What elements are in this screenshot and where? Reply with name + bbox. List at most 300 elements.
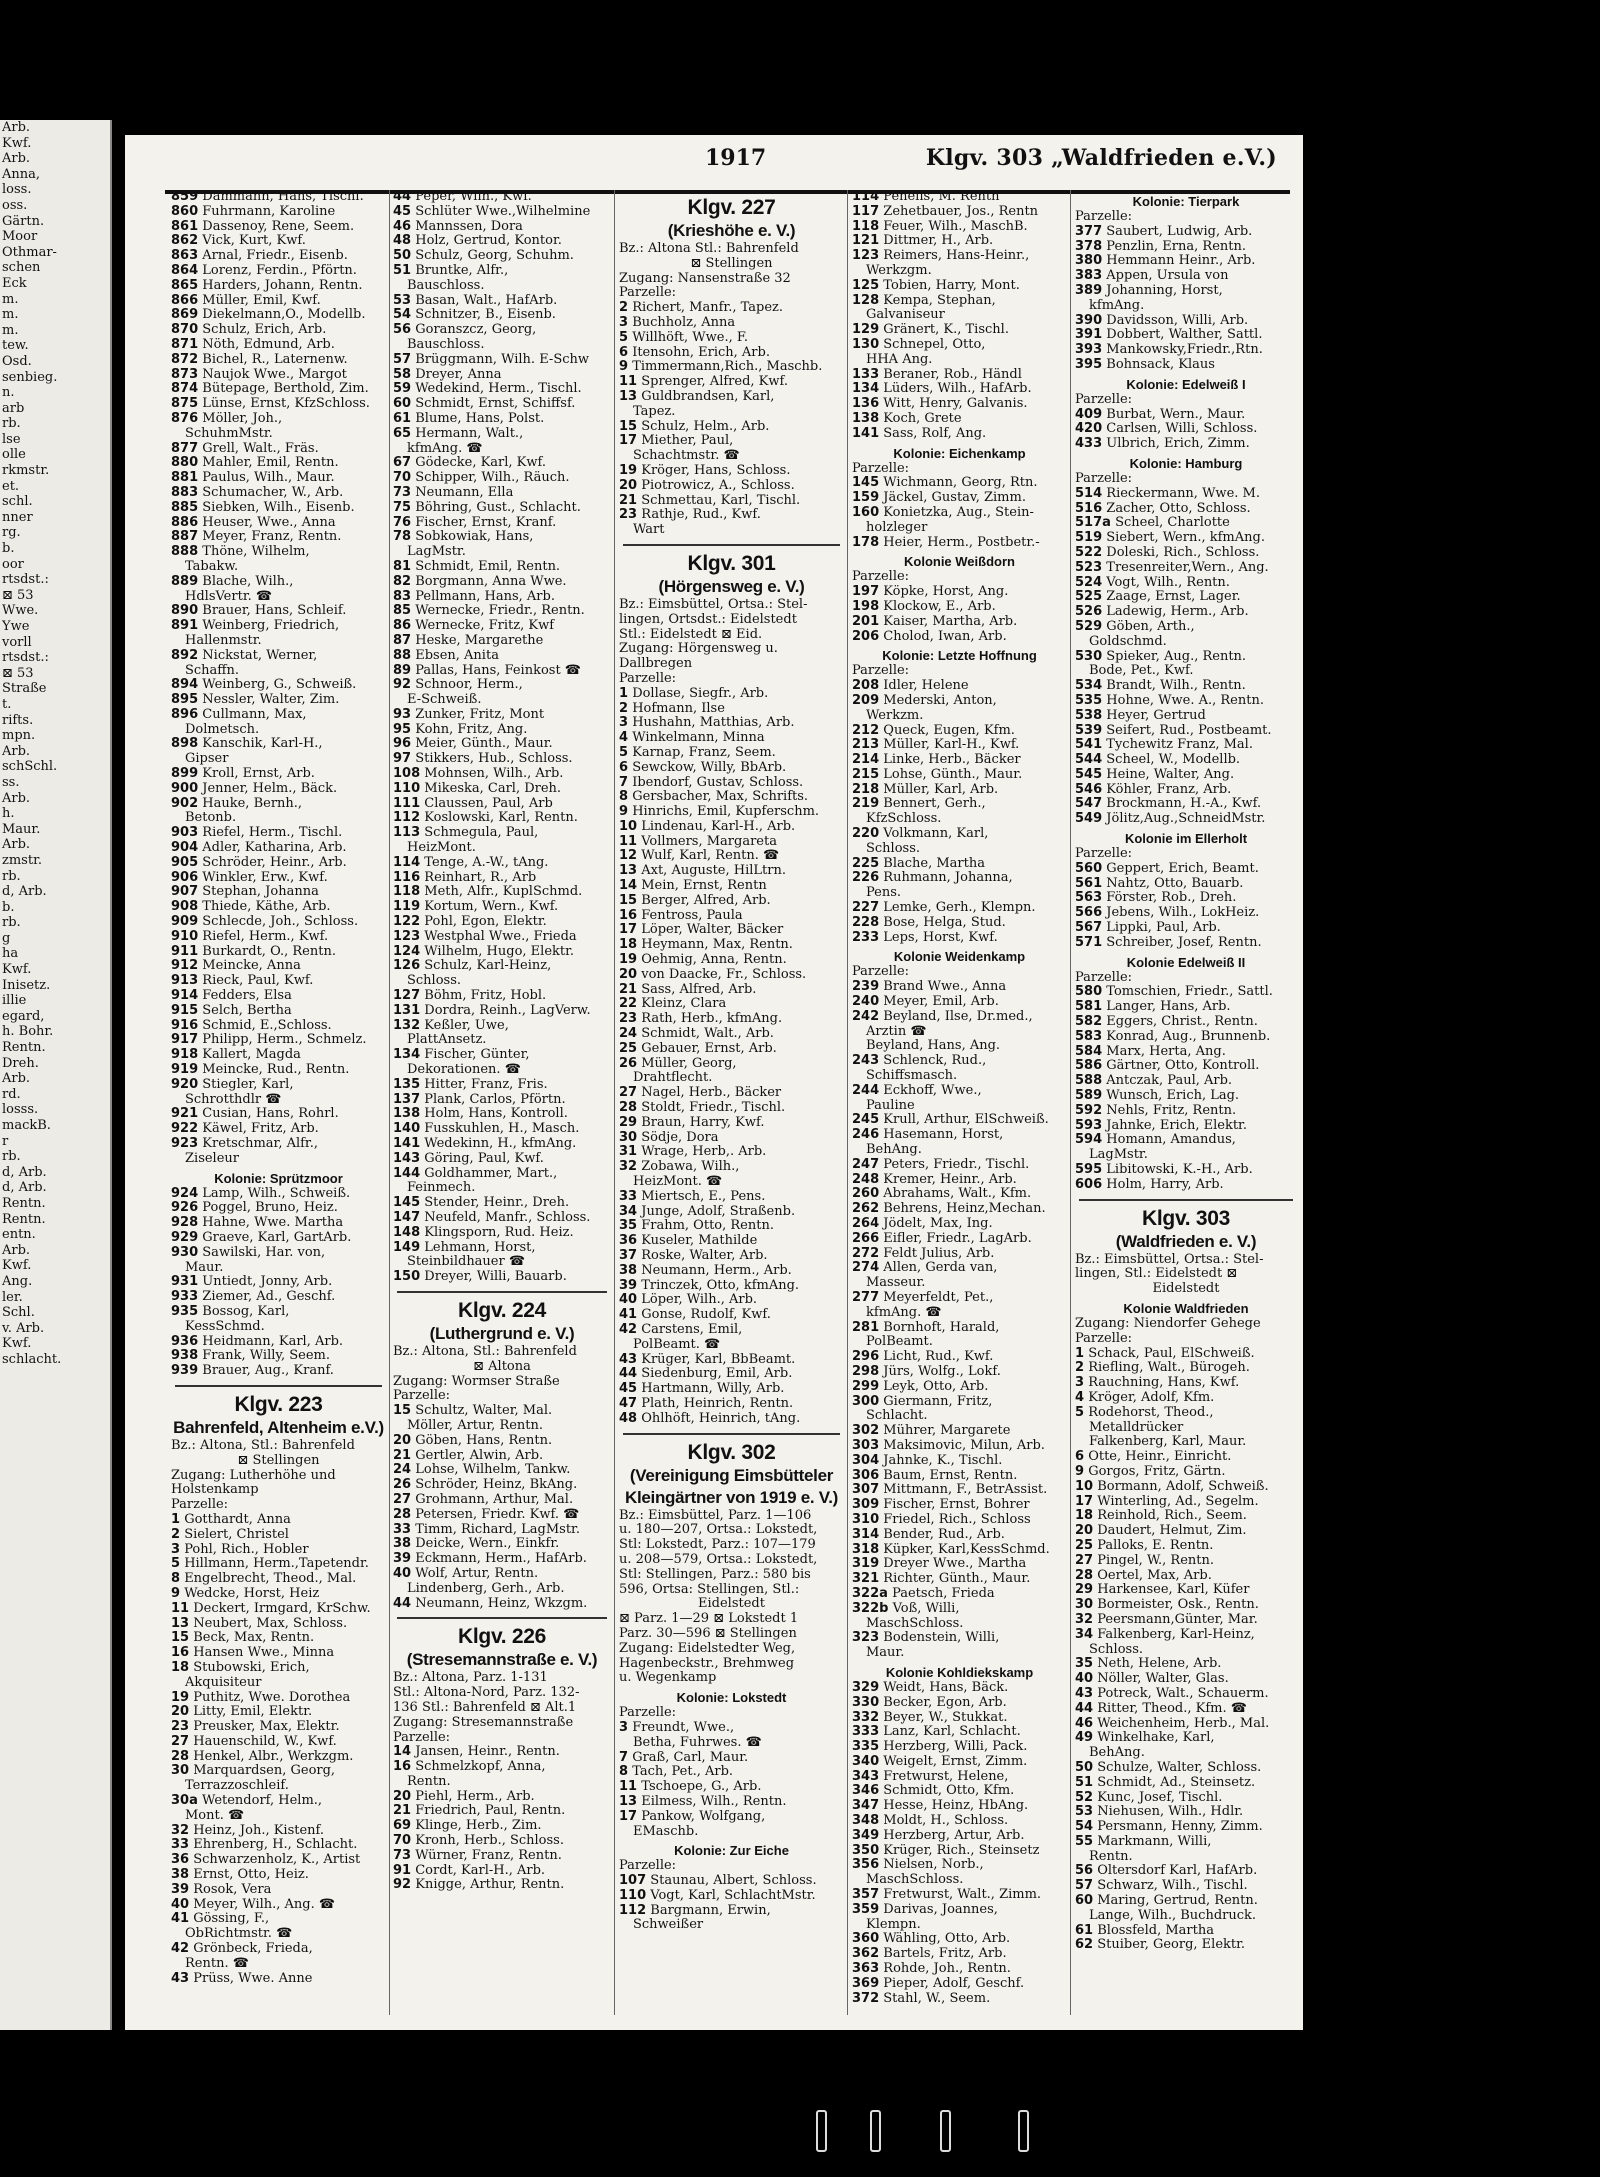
- list-item: [852, 1681, 1067, 1696]
- plot-number: 30: [619, 1130, 638, 1145]
- plot-number: 19: [171, 1690, 190, 1705]
- previous-page-fragment: ⊠ 53: [2, 665, 34, 681]
- list-item: [393, 811, 611, 826]
- previous-page-fragment: tew.: [2, 338, 29, 354]
- tenant-entry: Poggel, Bruno, Heiz.: [202, 1201, 338, 1216]
- list-item: [393, 456, 611, 471]
- plot-number: 97: [393, 752, 412, 767]
- tenant-entry: Rath, Herb., kfmAng.: [641, 1012, 783, 1027]
- list-item: [619, 1042, 844, 1057]
- plot-number: 20: [619, 967, 638, 982]
- tenant-entry: Siedenburg, Emil, Arb.: [641, 1367, 793, 1382]
- list-item: [393, 1137, 611, 1152]
- tenant-entry: Jenner, Helm., Bäck.: [202, 781, 338, 796]
- list-item: [171, 1048, 386, 1063]
- tenant-entry: Carstens, Emil,: [641, 1322, 743, 1337]
- tenant-entry: Dittmer, H., Arb.: [883, 234, 994, 249]
- tenant-entry: Heier, Herm., Postbetr.-: [883, 535, 1040, 550]
- list-item: [393, 338, 611, 353]
- list-item: [619, 731, 844, 746]
- list-item: [171, 1033, 386, 1048]
- list-item: [393, 323, 611, 338]
- list-item: [619, 1131, 844, 1146]
- plot-number: 346: [852, 1784, 880, 1799]
- list-item: [619, 1874, 844, 1889]
- tenant-entry: Lemke, Gerh., Klempn.: [883, 901, 1036, 916]
- plot-number: 17: [619, 923, 638, 938]
- tenant-entry: LagMstr.: [1089, 1148, 1148, 1163]
- list-item: [171, 1335, 386, 1350]
- tenant-entry: Bode, Pet., Kwf.: [1089, 664, 1194, 679]
- list-item: [619, 1412, 844, 1427]
- list-item: [171, 338, 386, 353]
- tenant-entry: Harders, Johann, Rentn.: [202, 278, 363, 293]
- list-item: [852, 812, 1067, 827]
- list-item: [852, 1696, 1067, 1711]
- list-item: [1075, 1133, 1297, 1148]
- tenant-entry: Petersen, Friedr. Kwf. ☎: [415, 1507, 580, 1522]
- column-4: [852, 190, 1067, 2020]
- plot-number: 5: [171, 1557, 181, 1572]
- plot-number: 5: [1075, 1405, 1085, 1420]
- list-item: [171, 530, 386, 545]
- list-item: [171, 1646, 386, 1661]
- list-item: [171, 368, 386, 383]
- tenant-entry: LagMstr.: [407, 545, 466, 560]
- plot-number: 144: [393, 1166, 421, 1181]
- list-item: [171, 1912, 386, 1927]
- association-heading: Klgv. 226: [458, 1625, 546, 1649]
- list-item: [852, 1992, 1067, 2007]
- tenant-entry: Nagel, Herb., Bäcker: [641, 1086, 782, 1101]
- plot-number: 16: [619, 908, 638, 923]
- list-item: [1075, 891, 1297, 906]
- previous-page-fragment: rkmstr.: [2, 463, 50, 479]
- association-subheading: (Vereinigung Eimsbütteler: [629, 1465, 834, 1485]
- list-item: [393, 1107, 611, 1122]
- tenant-entry: Antczak, Paul, Arb.: [1106, 1074, 1233, 1089]
- plot-number: 54: [1075, 1820, 1094, 1835]
- plot-number: 2: [171, 1527, 181, 1542]
- list-item: [393, 590, 611, 605]
- list-item: [852, 234, 1067, 249]
- previous-page-fragment: Moor: [2, 229, 38, 245]
- tenant-entry: Riefling, Walt., Bürogeh.: [1088, 1361, 1250, 1376]
- tenant-entry: Rathje, Rud., Kwf.: [641, 508, 761, 523]
- tenant-entry: Bohnsack, Klaus: [1106, 357, 1215, 372]
- list-item: [1075, 1598, 1297, 1613]
- list-item: [1075, 1569, 1297, 1584]
- plot-number: 307: [852, 1483, 880, 1498]
- previous-page-fragment: Kwf.: [2, 962, 32, 978]
- list-item: [393, 856, 611, 871]
- list-item: [171, 1320, 386, 1335]
- list-item: [1075, 1717, 1297, 1732]
- list-item: [852, 1291, 1067, 1306]
- list-item: [1075, 1657, 1297, 1672]
- plot-number: 31: [619, 1145, 638, 1160]
- tenant-entry: Hillmann, Herm.,Tapetendr.: [184, 1557, 369, 1572]
- tenant-entry: Schloss.: [866, 841, 921, 856]
- plot-number: 244: [852, 1083, 880, 1098]
- list-item: [619, 1918, 844, 1933]
- plot-number: 28: [393, 1507, 412, 1522]
- plot-number: 225: [852, 856, 880, 871]
- list-item: [393, 1760, 611, 1775]
- plot-number: 583: [1075, 1029, 1103, 1044]
- tenant-entry: Lohse, Wilhelm, Tankw.: [415, 1463, 571, 1478]
- plot-number: 40: [171, 1897, 190, 1912]
- list-item: [619, 1721, 844, 1736]
- plot-number: 281: [852, 1320, 880, 1335]
- list-item: [171, 841, 386, 856]
- list-item: [393, 234, 611, 249]
- tenant-entry: Dordra, Reinh., LagVerw.: [424, 1003, 591, 1018]
- tenant-entry: Bormeister, Osk., Rentn.: [1097, 1598, 1259, 1613]
- tenant-entry: Hohne, Wwe. A., Rentn.: [1106, 693, 1264, 708]
- tenant-entry: Meyerfeldt, Pet.,: [883, 1290, 994, 1305]
- tenant-entry: Hitter, Franz, Fris.: [424, 1077, 548, 1092]
- plot-number: 9: [619, 360, 629, 375]
- list-item: [1075, 921, 1297, 936]
- list-item: [852, 1306, 1067, 1321]
- tenant-entry: Kuseler, Mathilde: [641, 1234, 758, 1249]
- tenant-entry: Jahnke, K., Tischl.: [883, 1453, 1003, 1468]
- list-item: [852, 220, 1067, 235]
- plot-number: 20: [393, 1789, 412, 1804]
- plot-number: 76: [393, 515, 412, 530]
- list-item: [393, 1597, 611, 1612]
- list-item: [619, 864, 844, 879]
- tenant-entry: Dassenoy, Rene, Seem.: [202, 219, 355, 234]
- list-item: [852, 294, 1067, 309]
- list-item: [1075, 576, 1297, 591]
- tenant-entry: Grell, Walt., Fräs.: [202, 441, 319, 456]
- plot-number: 359: [852, 1902, 880, 1917]
- list-item: [852, 1099, 1067, 1114]
- plot-number: 132: [393, 1018, 421, 1033]
- list-item: [171, 737, 386, 752]
- plot-number: 306: [852, 1468, 880, 1483]
- tenant-entry: Bichel, R., Laternenw.: [202, 352, 348, 367]
- plot-number: 539: [1075, 723, 1103, 738]
- tenant-entry: Wolf, Artur, Rentn.: [415, 1566, 539, 1581]
- list-item: [852, 1755, 1067, 1770]
- tenant-entry: Preusker, Max, Elektr.: [193, 1720, 340, 1735]
- info-line: ⊠ Stellingen: [690, 255, 773, 271]
- list-item: [619, 1382, 844, 1397]
- plot-number: 3: [171, 1542, 181, 1557]
- list-item: [393, 737, 611, 752]
- list-item: [619, 968, 844, 983]
- tenant-entry: Licht, Rud., Kwf.: [883, 1350, 994, 1365]
- info-line: Parzelle:: [852, 663, 910, 679]
- info-line: Stl.: Altona-Nord, Parz. 132-: [393, 1685, 580, 1701]
- colony-heading: Kolonie Kohldiekskamp: [885, 1664, 1034, 1680]
- list-item: [619, 1205, 844, 1220]
- tenant-entry: Weichenheim, Herb., Mal.: [1097, 1716, 1270, 1731]
- tenant-entry: Lanz, Karl, Schlacht.: [883, 1725, 1021, 1740]
- tenant-entry: Kempa, Stephan,: [883, 293, 996, 308]
- plot-number: 581: [1075, 1000, 1103, 1015]
- list-item: [393, 974, 611, 989]
- association-heading: Klgv. 301: [687, 551, 776, 575]
- tenant-entry: Klockow, E., Arb.: [883, 599, 996, 614]
- list-item: [619, 508, 844, 523]
- tenant-entry: Reinhold, Rich., Seem.: [1097, 1509, 1247, 1524]
- tenant-entry: Schröder, Heinr., Arb.: [202, 855, 347, 870]
- tenant-entry: Schumacher, W., Arb.: [202, 485, 344, 500]
- previous-page-fragment: schSchl.: [2, 759, 58, 775]
- tenant-entry: Brand Wwe., Anna: [883, 980, 1007, 995]
- plot-number: 28: [619, 1101, 638, 1116]
- plot-number: 11: [619, 1780, 638, 1795]
- tenant-entry: Brandt, Wilh., Rentn.: [1106, 679, 1246, 694]
- list-item: [171, 575, 386, 590]
- list-item: [1075, 1524, 1297, 1539]
- plot-number: 433: [1075, 437, 1103, 452]
- tenant-entry: Sass, Alfred, Arb.: [641, 982, 757, 997]
- plot-number: 260: [852, 1187, 880, 1202]
- plot-number: 17: [1075, 1494, 1094, 1509]
- plot-number: 20: [1075, 1524, 1094, 1539]
- plot-number: 5: [619, 745, 629, 760]
- tenant-entry: Nehls, Fritz, Rentn.: [1106, 1103, 1237, 1118]
- plot-number: 150: [393, 1270, 421, 1285]
- plot-number: 39: [619, 1278, 638, 1293]
- tenant-entry: Prüss, Wwe. Anne: [193, 1971, 313, 1986]
- tenant-entry: Riefel, Herm., Kwf.: [202, 929, 329, 944]
- info-line: Parzelle:: [852, 569, 910, 585]
- plot-number: 28: [171, 1749, 190, 1764]
- list-item: [171, 693, 386, 708]
- list-item: [393, 249, 611, 264]
- tenant-entry: Riefel, Herm., Tischl.: [202, 826, 343, 841]
- previous-page-fragment: olle: [2, 447, 26, 463]
- list-item: [1075, 1805, 1297, 1820]
- list-item: [1075, 753, 1297, 768]
- previous-page-fragment: r: [2, 1133, 9, 1149]
- list-item: [852, 1173, 1067, 1188]
- tenant-entry: Kortum, Wern., Kwf.: [424, 900, 559, 915]
- plot-number: 343: [852, 1769, 880, 1784]
- tenant-entry: Sobkowiak, Hans,: [415, 530, 534, 545]
- tenant-entry: Zaage, Ernst, Lager.: [1106, 590, 1241, 605]
- tenant-entry: Peper, Wilh., Kwf.: [415, 190, 532, 204]
- previous-page-fragment: arb: [2, 400, 25, 416]
- tenant-entry: HdlsVertr. ☎: [185, 589, 273, 604]
- plot-number: 380: [1075, 254, 1103, 269]
- plot-number: 23: [619, 508, 638, 523]
- tenant-entry: Holz, Gertrud, Kontor.: [415, 234, 562, 249]
- plot-number: 582: [1075, 1015, 1103, 1030]
- list-item: [1075, 1030, 1297, 1045]
- tenant-entry: Bruntke, Alfr.,: [415, 263, 509, 278]
- previous-page-fragment: senbieg.: [2, 369, 58, 385]
- tenant-entry: Tach, Pet., Arb.: [632, 1765, 734, 1780]
- plot-number: 909: [171, 915, 199, 930]
- tenant-entry: Moldt, H., Schloss.: [883, 1814, 1009, 1829]
- tenant-entry: Thöne, Wilhelm,: [202, 545, 310, 560]
- list-item: [393, 1033, 611, 1048]
- tenant-entry: Vogt, Karl, SchlachtMstr.: [650, 1888, 816, 1903]
- plot-number: 24: [393, 1463, 412, 1478]
- list-item: [852, 1888, 1067, 1903]
- tenant-entry: Burbat, Wern., Maur.: [1106, 407, 1246, 422]
- list-item: [1075, 284, 1297, 299]
- list-item: [619, 938, 844, 953]
- previous-page-fragment: n.: [2, 385, 15, 401]
- list-item: [619, 420, 844, 435]
- info-line: Parzelle:: [852, 460, 910, 476]
- tenant-entry: Böhring, Gust., Schlacht.: [415, 500, 581, 515]
- tenant-entry: Müller, Emil, Kwf.: [202, 293, 321, 308]
- tenant-entry: Paetsch, Frieda: [892, 1586, 995, 1601]
- tenant-entry: Hartmann, Willy, Arb.: [641, 1382, 785, 1397]
- plot-number: 314: [852, 1527, 880, 1542]
- association-heading: Klgv. 224: [458, 1298, 546, 1322]
- list-item: [852, 709, 1067, 724]
- plot-number: 136: [852, 397, 880, 412]
- tenant-entry: Schipper, Wilh., Räuch.: [415, 471, 570, 486]
- tenant-entry: Göring, Paul, Kwf.: [424, 1151, 544, 1166]
- plot-number: 322a: [852, 1586, 888, 1601]
- info-line: Parzelle:: [1075, 969, 1133, 985]
- list-item: [393, 279, 611, 294]
- tenant-entry: Beck, Max, Rentn.: [193, 1631, 315, 1646]
- list-item: [852, 797, 1067, 812]
- plot-number: 420: [1075, 422, 1103, 437]
- list-item: [393, 1449, 611, 1464]
- tenant-entry: Hauke, Bernh.,: [202, 796, 303, 811]
- tenant-entry: Lippki, Paul, Arb.: [1106, 921, 1221, 936]
- list-item: [852, 1350, 1067, 1365]
- tenant-entry: Pohl, Rich., Hobler: [184, 1542, 309, 1557]
- tenant-entry: Marquardsen, Georg,: [193, 1764, 336, 1779]
- list-item: [171, 1883, 386, 1898]
- list-item: [393, 1567, 611, 1582]
- list-item: [619, 1145, 844, 1160]
- plot-number: 264: [852, 1217, 880, 1231]
- list-item: [393, 308, 611, 323]
- plot-number: 390: [1075, 313, 1103, 328]
- list-item: [171, 1137, 386, 1152]
- plot-number: 877: [171, 441, 199, 456]
- tenant-entry: Naujok Wwe., Margot: [202, 367, 347, 382]
- tenant-entry: Burkardt, O., Rentn.: [202, 944, 336, 959]
- tenant-entry: Ohlhöft, Heinrich, tAng.: [641, 1411, 801, 1426]
- list-item: [393, 930, 611, 945]
- plot-number: 883: [171, 485, 199, 500]
- plot-number: 18: [619, 938, 638, 953]
- list-item: [171, 1824, 386, 1839]
- tenant-entry: Weinberg, Friedrich,: [202, 619, 340, 634]
- list-item: [171, 989, 386, 1004]
- plot-number: 108: [393, 767, 421, 782]
- plot-number: 141: [393, 1137, 421, 1151]
- info-line: Zugang: Niendorfer Gehege: [1075, 1316, 1261, 1331]
- tenant-entry: Engelbrecht, Theod., Mal.: [184, 1572, 357, 1587]
- list-item: [171, 1705, 386, 1720]
- list-item: [852, 521, 1067, 536]
- list-item: [1075, 1613, 1297, 1628]
- tenant-entry: Queck, Eugen, Kfm.: [883, 723, 1015, 738]
- plot-number: 56: [1075, 1864, 1094, 1879]
- list-item: [619, 894, 844, 909]
- association-subheading: Bahrenfeld, Altenheim e.V.): [173, 1417, 384, 1437]
- tenant-entry: Ulbrich, Erich, Zimm.: [1106, 437, 1250, 452]
- plot-number: 349: [852, 1828, 880, 1843]
- tenant-entry: Rohde, Joh., Rentn.: [883, 1962, 1011, 1977]
- tenant-entry: Lohse, Günth., Maur.: [883, 767, 1023, 782]
- tenant-entry: Vogt, Wilh., Rentn.: [1106, 575, 1230, 590]
- info-line: ⊠ Parz. 1—29 ⊠ Lokstedt 1: [619, 1611, 799, 1627]
- plot-number: 13: [619, 1794, 638, 1809]
- tenant-entry: Pankow, Wolfgang,: [641, 1809, 766, 1824]
- list-item: [393, 1152, 611, 1167]
- plot-number: 861: [171, 219, 199, 234]
- plot-number: 916: [171, 1018, 199, 1033]
- plot-number: 526: [1075, 605, 1103, 620]
- tenant-entry: Schulz, Helm., Arb.: [641, 419, 770, 434]
- plot-number: 51: [393, 263, 412, 278]
- tenant-entry: Fuhrmann, Karoline: [202, 204, 336, 219]
- plot-number: 910: [171, 929, 199, 944]
- tenant-entry: Dobbert, Walther, Sattl.: [1106, 328, 1263, 343]
- list-item: [852, 1873, 1067, 1888]
- tenant-entry: Schloss.: [407, 974, 462, 989]
- list-item: [852, 353, 1067, 368]
- tenant-entry: Abrahams, Walt., Kfm.: [883, 1187, 1032, 1202]
- list-item: [1075, 797, 1297, 812]
- list-item: [393, 397, 611, 412]
- tenant-entry: Drahtflecht.: [633, 1071, 713, 1086]
- plot-number: 524: [1075, 575, 1103, 590]
- tenant-entry: Schweißer: [633, 1918, 704, 1933]
- list-item: [1075, 1059, 1297, 1074]
- plot-number: 322b: [852, 1601, 889, 1616]
- tenant-entry: Konrad, Aug., Brunnenb.: [1106, 1029, 1271, 1044]
- info-line: Parzelle:: [619, 1858, 677, 1874]
- tenant-entry: Maur.: [866, 1646, 905, 1661]
- list-item: [1075, 299, 1297, 314]
- plot-number: 47: [619, 1396, 638, 1411]
- plot-number: 546: [1075, 782, 1103, 797]
- list-item: [1075, 437, 1297, 452]
- tenant-entry: Dreyer, Willi, Bauarb.: [424, 1270, 567, 1285]
- tenant-entry: Schlacht.: [866, 1409, 928, 1424]
- list-item: [619, 805, 844, 820]
- tenant-entry: Neufeld, Manfr., Schloss.: [424, 1210, 591, 1225]
- plot-number: 11: [619, 834, 638, 849]
- tenant-entry: Goranszcz, Georg,: [415, 323, 537, 338]
- tenant-entry: Schmidt, Walt., Arb.: [641, 1027, 774, 1042]
- list-item: [393, 1834, 611, 1849]
- tenant-entry: Sprenger, Alfred, Kwf.: [641, 375, 788, 390]
- list-item: [852, 1335, 1067, 1350]
- list-item: [171, 1720, 386, 1735]
- plot-number: 118: [393, 885, 421, 900]
- list-item: [619, 1889, 844, 1904]
- plot-number: 213: [852, 738, 880, 753]
- plot-number: 888: [171, 545, 199, 560]
- tenant-entry: Plath, Heinrich, Rentn.: [641, 1396, 794, 1411]
- previous-page-fragment: d, Arb.: [2, 1164, 47, 1180]
- previous-page-fragment: h.: [2, 806, 15, 822]
- list-item: [171, 1122, 386, 1137]
- list-item: [619, 879, 844, 894]
- tenant-entry: Homann, Amandus,: [1106, 1133, 1236, 1148]
